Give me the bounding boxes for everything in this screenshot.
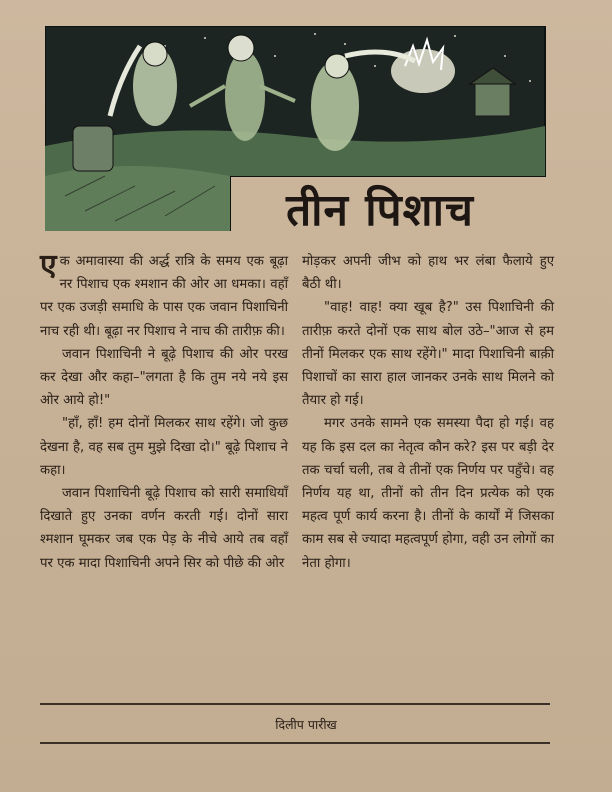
paragraph-7: मगर उनके सामने एक समस्या पैदा हो गई। वह यह कि इस दल का नेतृत्व कौन करे? इस पर बड़ी देर तक चर्चा चली, तब वे तीनों एक निर्णय पर पहुँचे। वह निर्णय यह था, तीनों को तीन दिन प्रत्येक को एक महत्व पूर्ण कार्य करना है। तीनों के कार्यों में जिसका काम सब से ज्यादा महत्वपूर्ण होगा, वही उन लोगों का नेता होगा। <box>302 416 554 571</box>
drop-cap: ए <box>40 248 57 283</box>
paragraph-1-text: क अमावास्या की अर्द्ध रात्रि के समय एक बूढ़ा नर पिशाच एक श्मशान की ओर आ धमका। वहाँ पर एक उजड़ी समाधि के पास एक जवान पिशाचिनी नाच रही थी। बूढ़ा नर पिशाच ने नाच की तारीफ़ की। <box>40 254 288 339</box>
divider-bottom <box>40 742 550 744</box>
paragraph-2: जवान पिशाचिनी ने बूढ़े पिशाच की ओर परख कर देखा और कहा–"लगता है कि तुम नये नये इस ओर आये हो!" <box>40 346 288 409</box>
author-credit: दिलीप पारीख <box>275 717 337 732</box>
paragraph-6: "वाह! वाह! क्या खूब है?" उस पिशाचिनी की तारीफ़ करते दोनों एक साथ बोल उठे–"आज से हम तीनों मिलकर एक साथ रहेंगे।" मादा पिशाचिनी बाक़ी पिशाचों का सारा हाल जानकर उनके साथ मिलने को तैयार हो गई। <box>302 300 554 409</box>
paragraph-1 <box>40 250 288 343</box>
divider-top <box>40 703 550 705</box>
story-title-box <box>230 175 530 240</box>
paragraph-3: "हाँ, हाँ! हम दोनों मिलकर साथ रहेंगे। जो कुछ देखना है, वह सब तुम मुझे दिखा दो।" बूढ़े पिशाच ने कहा। <box>40 416 288 478</box>
text-column-right <box>302 250 554 575</box>
paragraph-4: जवान पिशाचिनी बूढ़े पिशाच को सारी समाधियाँ दिखाते हुए उनका वर्णन करती गई। दोनों सारा श्मशान घूमकर जब एक पेड़ के नीचे आये तब वहाँ पर एक मादा पिशाचिनी अपने सिर को पीछे की ओर <box>40 486 288 571</box>
paragraph-5: मोड़कर अपनी जीभ को हाथ भर लंबा फैलाये हुए बैठी थी। <box>302 254 554 293</box>
story-title: तीन पिशाच <box>286 184 474 236</box>
text-column-left <box>40 250 288 575</box>
